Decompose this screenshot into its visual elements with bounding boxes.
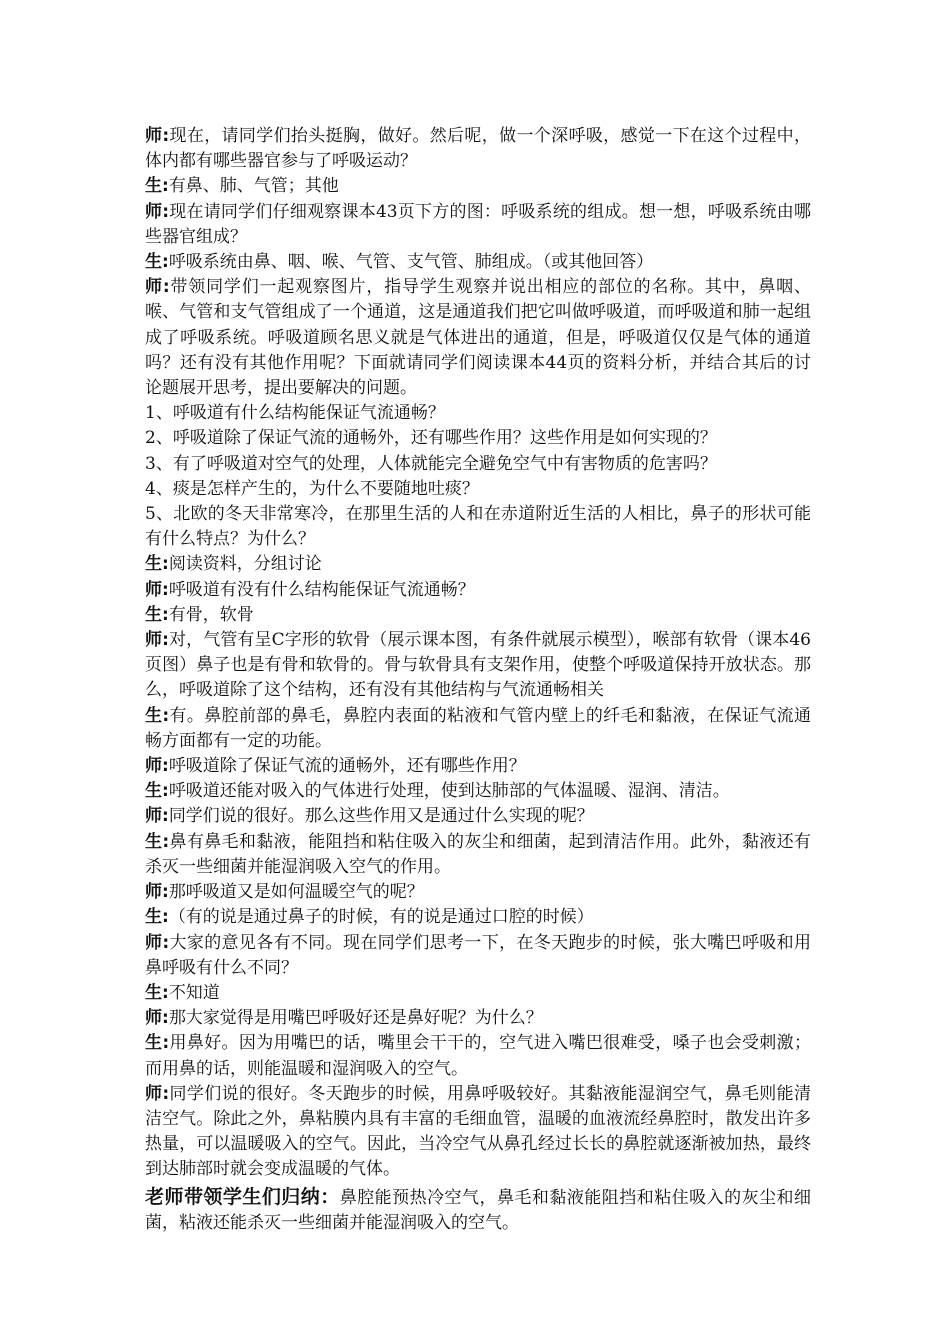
dialogue-line xyxy=(145,275,811,401)
dialogue-text: 对，气管有呈C字形的软骨（展示课本图，有条件就展示模型），喉部有软骨（课本46页图）鼻子也是有骨和软骨的。骨与软骨具有支架作用，使整个呼吸道保持开放状态。那么，呼吸道除了这个结构，还有没有其他结构与气流通畅相关 xyxy=(145,630,811,701)
dialogue-text: 大家的意见各有不同。现在同学们思考一下，在冬天跑步的时候，张大嘴巴呼吸和用鼻呼吸有什么不同？ xyxy=(145,932,811,978)
dialogue-text: 有骨，软骨 xyxy=(168,604,254,625)
document-body xyxy=(145,124,811,1236)
dialogue-line xyxy=(145,1006,811,1031)
dialogue-line xyxy=(145,931,811,981)
speaker-label: 生: xyxy=(145,831,170,852)
dialogue-line xyxy=(145,628,811,704)
dialogue-line xyxy=(145,578,811,603)
question-text: 1、呼吸道有什么结构能保证气流通畅？ xyxy=(145,403,445,424)
speaker-label: 生: xyxy=(145,1033,170,1054)
speaker-label: 生: xyxy=(145,554,169,575)
summary-paragraph xyxy=(145,1185,811,1236)
speaker-label: 生: xyxy=(145,604,169,625)
dialogue-line xyxy=(145,1031,811,1081)
question-item xyxy=(145,401,811,426)
question-item xyxy=(145,452,811,477)
speaker-label: 师: xyxy=(145,806,169,827)
speaker-label: 生: xyxy=(145,982,169,1003)
dialogue-line xyxy=(145,704,811,754)
dialogue-line xyxy=(145,779,811,804)
dialogue-line xyxy=(145,200,811,250)
speaker-label: 生: xyxy=(145,176,169,197)
dialogue-text: 有鼻、肺、气管；其他 xyxy=(168,176,339,197)
dialogue-line xyxy=(145,880,811,905)
dialogue-line xyxy=(145,552,811,577)
dialogue-text: 同学们说的很好。冬天跑步的时候，用鼻呼吸较好。其黏液能湿润空气，鼻毛则能清洁空气。除此之外，鼻粘膜内具有丰富的毛细血管，温暖的血液流经鼻腔时，散发出许多热量，可以温暖吸入的空气。因此，当冷空气从鼻孔经过长长的鼻腔就逐渐被加热，最终到达肺部时就会变成温暖的气体。 xyxy=(145,1083,811,1180)
speaker-label: 师: xyxy=(145,201,170,222)
question-item xyxy=(145,502,811,552)
dialogue-text: 有。鼻腔前部的鼻毛，鼻腔内表面的粘液和气管内壁上的纤毛和黏液，在保证气流通畅方面都有一定的功能。 xyxy=(145,705,811,751)
dialogue-text: 带领同学们一起观察图片，指导学生观察并说出相应的部位的名称。其中，鼻咽、喉、气管和支气管组成了一个通道，这是通道我们把它叫做呼吸道，而呼吸道和肺一起组成了呼吸系统。呼吸道顾名思义就是气体进出的通道，但是，呼吸道仅仅是气体的通道吗？还有没有其他作用呢？下面就请同学们阅读课本44页的资料分析，并结合其后的讨论题展开思考，提出要解决的问题。 xyxy=(145,277,811,399)
dialogue-line xyxy=(145,124,811,174)
dialogue-text: 同学们说的很好。那么这些作用又是通过什么实现的呢？ xyxy=(168,806,594,827)
speaker-label: 师: xyxy=(145,630,169,651)
speaker-label: 师: xyxy=(145,882,169,903)
speaker-label: 生: xyxy=(145,252,169,273)
speaker-label: 师: xyxy=(145,126,170,146)
dialogue-text: 阅读资料，分组讨论 xyxy=(168,554,322,575)
dialogue-line xyxy=(145,603,811,628)
dialogue-text: 用鼻好。因为用嘴巴的话，嘴里会干干的，空气进入嘴巴很难受，嗓子也会受刺激；而用鼻的话，则能温暖和湿润吸入的空气。 xyxy=(145,1033,811,1079)
summary-text: 鼻腔能预热冷空气，鼻毛和黏液能阻挡和粘住吸入的灰尘和细菌，粘液还能杀灭一些细菌并能湿润吸入的空气。 xyxy=(145,1187,811,1233)
question-text: 5、北欧的冬天非常寒冷，在那里生活的人和在赤道附近生活的人相比，鼻子的形状可能有什么特点？为什么？ xyxy=(145,504,811,550)
dialogue-text: 那大家觉得是用嘴巴呼吸好还是鼻好呢？为什么？ xyxy=(168,1008,543,1029)
speaker-label: 师: xyxy=(145,756,169,777)
speaker-label: 生: xyxy=(145,781,169,802)
question-text: 3、有了呼吸道对空气的处理，人体就能完全避免空气中有害物质的危害吗？ xyxy=(145,453,717,474)
dialogue-text: 那呼吸道又是如何温暖空气的呢？ xyxy=(168,882,424,903)
dialogue-text: 呼吸道还能对吸入的气体进行处理，使到达肺部的气体温暖、湿润、清洁。 xyxy=(168,781,730,802)
question-item xyxy=(145,477,811,502)
dialogue-text: 鼻有鼻毛和黏液，能阻挡和粘住吸入的灰尘和细菌，起到清洁作用。此外，黏液还有杀灭一些细菌并能湿润吸入空气的作用。 xyxy=(145,831,811,877)
dialogue-text: 现在请同学们仔细观察课本43页下方的图：呼吸系统的组成。想一想，呼吸系统由哪些器官组成？ xyxy=(145,201,811,247)
dialogue-line xyxy=(145,905,811,930)
speaker-label: 师: xyxy=(145,1083,170,1104)
dialogue-text: 现在，请同学们抬头挺胸，做好。然后呢，做一个深呼吸，感觉一下在这个过程中，体内都有哪些器官参与了呼吸运动？ xyxy=(145,126,811,172)
dialogue-line xyxy=(145,981,811,1006)
summary-label: 老师带领学生们归纳： xyxy=(145,1185,340,1208)
dialogue-line xyxy=(145,830,811,880)
question-text: 2、呼吸道除了保证气流的通畅外，还有哪些作用？这些作用是如何实现的？ xyxy=(145,428,717,449)
dialogue-line xyxy=(145,250,811,275)
dialogue-line xyxy=(145,804,811,829)
dialogue-line xyxy=(145,1082,811,1183)
question-item xyxy=(145,426,811,451)
dialogue-text: 呼吸系统由鼻、咽、喉、气管、支气管、肺组成。（或其他回答） xyxy=(168,252,654,273)
speaker-label: 师: xyxy=(145,579,169,600)
speaker-label: 生: xyxy=(145,907,169,928)
speaker-label: 师: xyxy=(145,1008,169,1029)
speaker-label: 师: xyxy=(145,277,170,298)
question-text: 4、痰是怎样产生的，为什么不要随地吐痰？ xyxy=(145,478,479,499)
dialogue-text: 不知道 xyxy=(168,982,220,1003)
dialogue-text: 呼吸道有没有什么结构能保证气流通畅？ xyxy=(168,579,475,600)
speaker-label: 师: xyxy=(145,932,170,953)
dialogue-line xyxy=(145,754,811,779)
dialogue-text: 呼吸道除了保证气流的通畅外，还有哪些作用？ xyxy=(168,756,526,777)
speaker-label: 生: xyxy=(145,705,170,726)
dialogue-text: （有的说是通过鼻子的时候，有的说是通过口腔的时候） xyxy=(168,907,594,928)
dialogue-line xyxy=(145,174,811,199)
